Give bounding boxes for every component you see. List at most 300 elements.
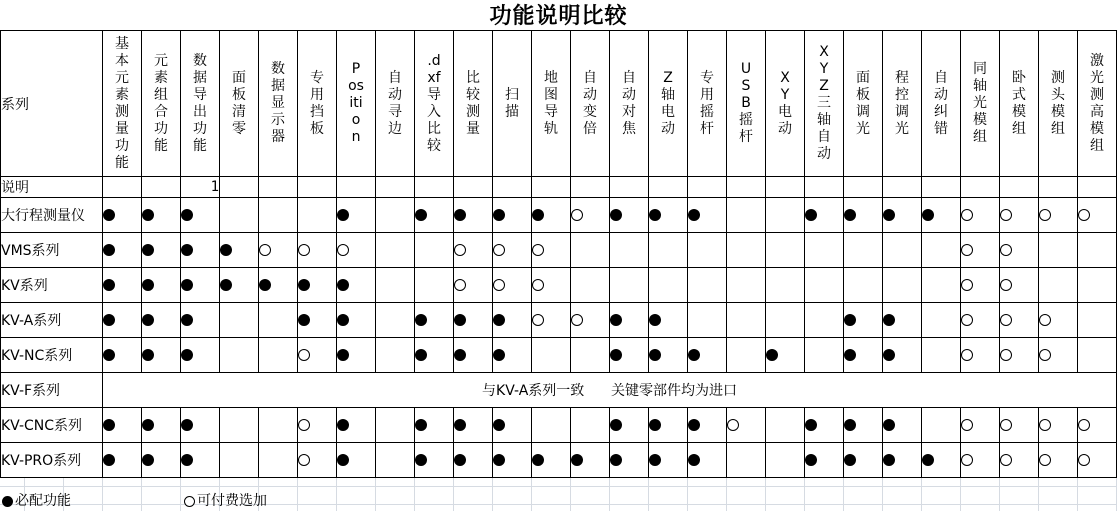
feature-cell[interactable]	[103, 303, 142, 338]
feature-cell[interactable]	[571, 303, 610, 338]
hollow-circle-icon	[337, 244, 349, 256]
feature-cell[interactable]	[220, 233, 259, 268]
feature-cell[interactable]	[649, 338, 688, 373]
feature-cell[interactable]	[1039, 443, 1078, 478]
filled-circle-icon	[532, 209, 544, 221]
feature-cell[interactable]	[844, 443, 883, 478]
feature-cell[interactable]	[883, 338, 922, 373]
feature-cell[interactable]	[454, 338, 493, 373]
feature-cell[interactable]	[259, 198, 298, 233]
feature-cell[interactable]	[571, 408, 610, 443]
legend-optional	[184, 492, 267, 511]
feature-cell[interactable]	[298, 233, 337, 268]
feature-cell[interactable]	[337, 443, 376, 478]
feature-cell[interactable]	[805, 408, 844, 443]
note-cell[interactable]	[844, 177, 883, 198]
note-cell[interactable]	[766, 177, 805, 198]
feature-cell[interactable]	[883, 233, 922, 268]
feature-cell[interactable]	[961, 408, 1000, 443]
feature-header-label: 自动变倍	[583, 69, 597, 137]
feature-cell[interactable]	[571, 198, 610, 233]
feature-cell[interactable]	[844, 338, 883, 373]
feature-header[interactable]	[688, 31, 727, 177]
filled-circle-icon	[883, 209, 895, 221]
feature-header[interactable]	[337, 31, 376, 177]
note-cell[interactable]	[1078, 177, 1117, 198]
feature-header[interactable]	[376, 31, 415, 177]
feature-cell[interactable]	[1078, 198, 1117, 233]
filled-circle-icon	[454, 314, 466, 326]
note-cell[interactable]	[337, 177, 376, 198]
feature-cell[interactable]	[1000, 408, 1039, 443]
feature-cell[interactable]	[493, 233, 532, 268]
feature-cell[interactable]	[142, 408, 181, 443]
feature-cell[interactable]	[103, 198, 142, 233]
filled-circle-icon	[103, 419, 115, 431]
feature-header[interactable]	[844, 31, 883, 177]
feature-cell[interactable]	[961, 443, 1000, 478]
feature-cell[interactable]	[1078, 233, 1117, 268]
feature-cell[interactable]	[922, 303, 961, 338]
feature-cell[interactable]	[805, 233, 844, 268]
feature-cell[interactable]	[1078, 268, 1117, 303]
filled-circle-icon	[493, 209, 505, 221]
feature-cell[interactable]	[766, 443, 805, 478]
merged-note-cell[interactable]: 与KV-A系列一致 关键零部件均为进口	[103, 373, 1117, 408]
hollow-circle-icon	[1000, 279, 1012, 291]
feature-cell[interactable]	[844, 268, 883, 303]
feature-cell[interactable]	[415, 338, 454, 373]
feature-cell[interactable]	[1078, 303, 1117, 338]
feature-cell[interactable]	[961, 268, 1000, 303]
feature-cell[interactable]	[103, 268, 142, 303]
feature-cell[interactable]	[220, 408, 259, 443]
feature-cell[interactable]	[532, 233, 571, 268]
note-cell[interactable]	[805, 177, 844, 198]
feature-cell[interactable]	[922, 443, 961, 478]
feature-cell[interactable]	[376, 198, 415, 233]
feature-cell[interactable]	[532, 198, 571, 233]
feature-cell[interactable]	[571, 233, 610, 268]
hollow-circle-icon	[961, 454, 973, 466]
filled-circle-icon	[103, 314, 115, 326]
feature-header-label: 自动对焦	[622, 69, 636, 137]
feature-cell[interactable]	[610, 233, 649, 268]
filled-circle-icon	[103, 209, 115, 221]
feature-cell[interactable]	[298, 303, 337, 338]
note-cell[interactable]	[142, 177, 181, 198]
feature-cell[interactable]	[1039, 338, 1078, 373]
feature-cell[interactable]	[883, 198, 922, 233]
feature-header[interactable]	[259, 31, 298, 177]
feature-cell[interactable]	[1039, 233, 1078, 268]
feature-cell[interactable]	[1000, 268, 1039, 303]
feature-cell[interactable]	[220, 198, 259, 233]
feature-header[interactable]	[922, 31, 961, 177]
series-header[interactable]: 系列	[1, 31, 103, 177]
feature-header[interactable]	[805, 31, 844, 177]
feature-cell[interactable]	[1078, 408, 1117, 443]
note-cell[interactable]	[649, 177, 688, 198]
feature-header[interactable]	[649, 31, 688, 177]
feature-cell[interactable]	[454, 303, 493, 338]
feature-cell[interactable]	[610, 338, 649, 373]
feature-cell[interactable]	[766, 303, 805, 338]
feature-cell[interactable]	[103, 338, 142, 373]
feature-cell[interactable]	[220, 268, 259, 303]
note-cell[interactable]	[1039, 177, 1078, 198]
feature-cell[interactable]	[1000, 233, 1039, 268]
feature-cell[interactable]	[415, 233, 454, 268]
feature-cell[interactable]	[493, 198, 532, 233]
note-cell[interactable]	[922, 177, 961, 198]
feature-cell[interactable]	[415, 408, 454, 443]
note-cell[interactable]	[688, 177, 727, 198]
feature-cell[interactable]	[727, 443, 766, 478]
feature-cell[interactable]	[337, 268, 376, 303]
feature-cell[interactable]	[1078, 338, 1117, 373]
feature-cell[interactable]	[532, 338, 571, 373]
feature-cell[interactable]	[727, 338, 766, 373]
series-name[interactable]: VMS系列	[1, 233, 103, 268]
note-cell[interactable]	[1000, 177, 1039, 198]
feature-cell[interactable]	[376, 268, 415, 303]
feature-cell[interactable]	[1039, 198, 1078, 233]
feature-header[interactable]	[220, 31, 259, 177]
feature-cell[interactable]	[259, 303, 298, 338]
feature-cell[interactable]	[688, 268, 727, 303]
feature-cell[interactable]	[454, 198, 493, 233]
feature-cell[interactable]	[376, 443, 415, 478]
feature-cell[interactable]	[376, 233, 415, 268]
feature-header[interactable]	[1078, 31, 1117, 177]
series-name[interactable]: KV系列	[1, 268, 103, 303]
feature-cell[interactable]	[883, 268, 922, 303]
feature-header[interactable]	[142, 31, 181, 177]
feature-cell[interactable]	[415, 198, 454, 233]
feature-cell[interactable]	[610, 443, 649, 478]
feature-cell[interactable]	[1000, 443, 1039, 478]
feature-cell[interactable]	[649, 268, 688, 303]
hollow-circle-icon	[571, 209, 583, 221]
feature-cell[interactable]	[610, 303, 649, 338]
feature-header[interactable]	[493, 31, 532, 177]
feature-cell[interactable]	[688, 303, 727, 338]
feature-cell[interactable]	[454, 268, 493, 303]
feature-cell[interactable]	[688, 198, 727, 233]
feature-header[interactable]	[766, 31, 805, 177]
note-cell[interactable]	[610, 177, 649, 198]
feature-cell[interactable]	[922, 268, 961, 303]
note-cell[interactable]	[493, 177, 532, 198]
series-name[interactable]: 大行程测量仪	[1, 198, 103, 233]
feature-cell[interactable]	[376, 408, 415, 443]
table-row	[1, 303, 1117, 338]
feature-cell[interactable]	[844, 408, 883, 443]
feature-cell[interactable]	[688, 338, 727, 373]
filled-circle-icon	[142, 209, 154, 221]
feature-header-label: 自动纠错	[934, 69, 948, 137]
feature-cell[interactable]	[298, 338, 337, 373]
table-row	[1, 443, 1117, 478]
feature-cell[interactable]	[844, 303, 883, 338]
feature-cell[interactable]	[805, 338, 844, 373]
feature-cell[interactable]	[220, 443, 259, 478]
feature-cell[interactable]	[961, 303, 1000, 338]
feature-cell[interactable]	[649, 233, 688, 268]
hollow-circle-icon	[532, 314, 544, 326]
feature-cell[interactable]	[1000, 303, 1039, 338]
note-label[interactable]: 说明	[1, 177, 103, 198]
legend-required	[2, 492, 71, 511]
note-cell[interactable]	[376, 177, 415, 198]
feature-cell[interactable]	[844, 233, 883, 268]
feature-header-label: 同轴光模组	[973, 61, 987, 145]
feature-cell[interactable]	[493, 268, 532, 303]
feature-cell[interactable]	[883, 303, 922, 338]
feature-header[interactable]	[727, 31, 766, 177]
feature-cell[interactable]	[493, 303, 532, 338]
feature-cell[interactable]	[766, 408, 805, 443]
feature-cell[interactable]	[142, 233, 181, 268]
feature-cell[interactable]	[727, 303, 766, 338]
note-cell[interactable]	[298, 177, 337, 198]
feature-cell[interactable]	[259, 338, 298, 373]
feature-cell[interactable]	[220, 303, 259, 338]
feature-cell[interactable]	[298, 268, 337, 303]
feature-cell[interactable]	[766, 268, 805, 303]
hollow-circle-icon	[1039, 314, 1051, 326]
hollow-circle-icon	[493, 279, 505, 291]
note-cell[interactable]	[415, 177, 454, 198]
feature-cell[interactable]	[493, 338, 532, 373]
note-cell[interactable]	[883, 177, 922, 198]
feature-header[interactable]	[961, 31, 1000, 177]
series-name[interactable]: KV-NC系列	[1, 338, 103, 373]
filled-circle-icon	[181, 244, 193, 256]
note-cell[interactable]	[103, 177, 142, 198]
series-name[interactable]: KV-CNC系列	[1, 408, 103, 443]
feature-cell[interactable]	[727, 268, 766, 303]
feature-cell[interactable]	[805, 268, 844, 303]
feature-header-label: 面板调光	[856, 69, 870, 137]
feature-cell[interactable]	[688, 408, 727, 443]
feature-cell[interactable]	[181, 198, 220, 233]
feature-cell[interactable]	[181, 338, 220, 373]
feature-cell[interactable]	[337, 338, 376, 373]
feature-cell[interactable]	[103, 443, 142, 478]
feature-cell[interactable]	[1078, 443, 1117, 478]
feature-cell[interactable]	[649, 303, 688, 338]
feature-header[interactable]	[571, 31, 610, 177]
feature-cell[interactable]	[649, 198, 688, 233]
feature-cell[interactable]	[922, 408, 961, 443]
feature-cell[interactable]	[142, 268, 181, 303]
hollow-circle-icon	[298, 244, 310, 256]
feature-cell[interactable]	[337, 198, 376, 233]
feature-header[interactable]	[298, 31, 337, 177]
hollow-circle-icon	[727, 419, 739, 431]
feature-header[interactable]	[883, 31, 922, 177]
note-cell[interactable]	[220, 177, 259, 198]
feature-cell[interactable]	[337, 233, 376, 268]
feature-cell[interactable]	[376, 338, 415, 373]
feature-cell[interactable]	[883, 408, 922, 443]
feature-cell[interactable]	[727, 408, 766, 443]
feature-cell[interactable]	[571, 443, 610, 478]
filled-circle-icon	[883, 314, 895, 326]
feature-cell[interactable]	[415, 303, 454, 338]
sheet-title: 功能说明比较	[0, 0, 1117, 30]
feature-cell[interactable]	[220, 338, 259, 373]
feature-header[interactable]	[415, 31, 454, 177]
feature-cell[interactable]	[181, 233, 220, 268]
feature-cell[interactable]	[1000, 338, 1039, 373]
feature-cell[interactable]	[298, 198, 337, 233]
filled-circle-icon	[259, 279, 271, 291]
feature-cell[interactable]	[688, 233, 727, 268]
feature-cell[interactable]	[610, 408, 649, 443]
feature-cell[interactable]	[1039, 303, 1078, 338]
note-cell[interactable]	[961, 177, 1000, 198]
feature-cell[interactable]	[805, 198, 844, 233]
feature-cell[interactable]	[610, 198, 649, 233]
feature-cell[interactable]	[961, 338, 1000, 373]
feature-cell[interactable]	[922, 233, 961, 268]
feature-cell[interactable]	[532, 408, 571, 443]
feature-cell[interactable]	[766, 233, 805, 268]
feature-cell[interactable]	[727, 198, 766, 233]
note-cell[interactable]	[259, 177, 298, 198]
note-cell[interactable]	[727, 177, 766, 198]
filled-circle-icon	[2, 496, 13, 507]
feature-header[interactable]	[454, 31, 493, 177]
feature-cell[interactable]	[922, 198, 961, 233]
feature-cell[interactable]	[1039, 408, 1078, 443]
feature-header[interactable]	[181, 31, 220, 177]
feature-cell[interactable]	[298, 408, 337, 443]
note-cell[interactable]	[571, 177, 610, 198]
feature-cell[interactable]	[649, 408, 688, 443]
filled-circle-icon	[883, 454, 895, 466]
filled-circle-icon	[454, 419, 466, 431]
feature-cell[interactable]	[337, 408, 376, 443]
feature-cell[interactable]	[571, 268, 610, 303]
hollow-circle-icon	[1078, 419, 1090, 431]
filled-circle-icon	[610, 209, 622, 221]
feature-cell[interactable]	[259, 408, 298, 443]
feature-cell[interactable]	[181, 443, 220, 478]
filled-circle-icon	[493, 314, 505, 326]
feature-cell[interactable]	[142, 198, 181, 233]
hollow-circle-icon	[1000, 314, 1012, 326]
filled-circle-icon	[610, 419, 622, 431]
feature-comparison-table	[0, 30, 1117, 478]
feature-cell[interactable]	[337, 303, 376, 338]
feature-cell[interactable]	[532, 268, 571, 303]
feature-cell[interactable]	[532, 303, 571, 338]
feature-cell[interactable]	[181, 408, 220, 443]
hollow-circle-icon	[1000, 419, 1012, 431]
feature-cell[interactable]	[103, 408, 142, 443]
feature-cell[interactable]	[259, 268, 298, 303]
feature-cell[interactable]	[766, 338, 805, 373]
feature-cell[interactable]	[493, 443, 532, 478]
hollow-circle-icon	[1039, 209, 1051, 221]
feature-cell[interactable]	[805, 443, 844, 478]
hollow-circle-icon	[961, 419, 973, 431]
filled-circle-icon	[181, 209, 193, 221]
series-name[interactable]: KV-A系列	[1, 303, 103, 338]
filled-circle-icon	[415, 349, 427, 361]
filled-circle-icon	[766, 349, 778, 361]
feature-cell[interactable]	[493, 408, 532, 443]
note-cell[interactable]	[532, 177, 571, 198]
series-name[interactable]: KV-F系列	[1, 373, 103, 408]
feature-cell[interactable]	[532, 443, 571, 478]
legend-required-label: 必配功能	[15, 493, 71, 509]
note-cell[interactable]: 1	[181, 177, 220, 198]
feature-cell[interactable]	[454, 233, 493, 268]
feature-cell[interactable]	[961, 233, 1000, 268]
feature-header[interactable]	[532, 31, 571, 177]
feature-header[interactable]	[1039, 31, 1078, 177]
feature-cell[interactable]	[142, 443, 181, 478]
feature-header[interactable]	[1000, 31, 1039, 177]
feature-cell[interactable]	[883, 443, 922, 478]
hollow-circle-icon	[1000, 349, 1012, 361]
feature-cell[interactable]	[259, 443, 298, 478]
filled-circle-icon	[688, 419, 700, 431]
feature-header-label: 测头模组	[1051, 69, 1065, 137]
filled-circle-icon	[649, 314, 661, 326]
feature-cell[interactable]	[766, 198, 805, 233]
feature-cell[interactable]	[376, 303, 415, 338]
feature-cell[interactable]	[922, 338, 961, 373]
note-cell[interactable]	[454, 177, 493, 198]
hollow-circle-icon	[571, 314, 583, 326]
feature-cell[interactable]	[1039, 268, 1078, 303]
feature-cell[interactable]	[454, 408, 493, 443]
feature-cell[interactable]	[181, 303, 220, 338]
feature-cell[interactable]	[415, 268, 454, 303]
feature-header[interactable]	[610, 31, 649, 177]
feature-cell[interactable]	[805, 303, 844, 338]
feature-cell[interactable]	[649, 443, 688, 478]
feature-cell[interactable]	[688, 443, 727, 478]
feature-cell[interactable]	[610, 268, 649, 303]
hollow-circle-icon	[961, 314, 973, 326]
filled-circle-icon	[805, 454, 817, 466]
feature-cell[interactable]	[298, 443, 337, 478]
feature-cell[interactable]	[961, 198, 1000, 233]
feature-cell[interactable]	[727, 233, 766, 268]
feature-cell[interactable]	[415, 443, 454, 478]
hollow-circle-icon	[1039, 419, 1051, 431]
feature-cell[interactable]	[142, 303, 181, 338]
feature-cell[interactable]	[142, 338, 181, 373]
feature-cell[interactable]	[181, 268, 220, 303]
feature-cell[interactable]	[571, 338, 610, 373]
feature-cell[interactable]	[259, 233, 298, 268]
feature-cell[interactable]	[103, 233, 142, 268]
feature-cell[interactable]	[454, 443, 493, 478]
series-name[interactable]: KV-PRO系列	[1, 443, 103, 478]
feature-header[interactable]	[103, 31, 142, 177]
feature-cell[interactable]	[1000, 198, 1039, 233]
hollow-circle-icon	[493, 244, 505, 256]
feature-cell[interactable]	[844, 198, 883, 233]
